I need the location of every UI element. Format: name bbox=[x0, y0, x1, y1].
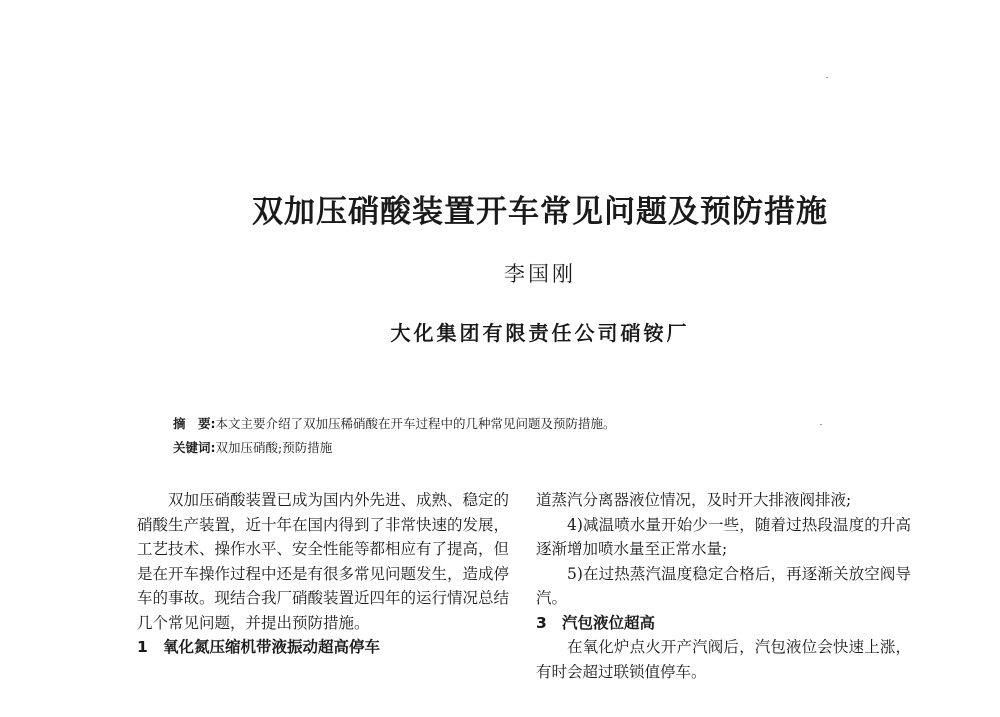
abstract-text: 本文主要介绍了双加压稀硝酸在开车过程中的几种常见问题及预防措施。 bbox=[215, 416, 616, 431]
keywords-text: 双加压硝酸;预防措施 bbox=[215, 440, 333, 455]
author-affiliation: 大化集团有限责任公司硝铵厂 bbox=[390, 321, 690, 345]
scan-speck bbox=[826, 77, 828, 78]
section-1-title: 氧化氮压缩机带液振动超高停车 bbox=[163, 638, 381, 656]
keywords-label: 关键词: bbox=[173, 440, 216, 455]
abstract-label: 摘 要: bbox=[173, 416, 216, 431]
keywords bbox=[173, 438, 332, 456]
abstract bbox=[173, 414, 616, 432]
step-5-paragraph: 5)在过热蒸汽温度稳定合格后，再逐渐关放空阀导汽。 bbox=[536, 564, 911, 607]
author-name: 李国刚 bbox=[504, 262, 576, 286]
section-3-heading bbox=[536, 611, 911, 636]
section-3-paragraph: 在氧化炉点火开产汽阀后，汽包液位会快速上涨，有时会超过联锁值停车。 bbox=[536, 638, 911, 681]
body-column-right bbox=[536, 488, 911, 684]
step-4-paragraph: 4)减温喷水量开始少一些，随着过热段温度的升高逐渐增加喷水量至正常水量; bbox=[536, 515, 911, 558]
intro-paragraph: 双加压硝酸装置已成为国内外先进、成熟、稳定的硝酸生产装置，近十年在国内得到了非常快速的发展，工艺技术、操作水平、安全性能等都相应有了提高，但是在开车操作过程中还是有很多常见问题发生，造成停车的事故。现结合我厂硝酸装置近四年的运行情况总结几个常见问题，并提出预防措施。 bbox=[137, 491, 510, 632]
scan-speck bbox=[820, 424, 822, 425]
section-3-number: 3 bbox=[536, 613, 547, 632]
section-3-title: 汽包液位超高 bbox=[562, 613, 656, 632]
section-1-heading bbox=[137, 635, 509, 660]
section-1-number: 1 bbox=[137, 638, 148, 656]
paper-title: 双加压硝酸装置开车常见问题及预防措施 bbox=[252, 194, 828, 230]
body-column-left bbox=[137, 488, 509, 660]
continuation-paragraph: 道蒸汽分离器液位情况，及时开大排液阀排液; bbox=[536, 491, 852, 509]
